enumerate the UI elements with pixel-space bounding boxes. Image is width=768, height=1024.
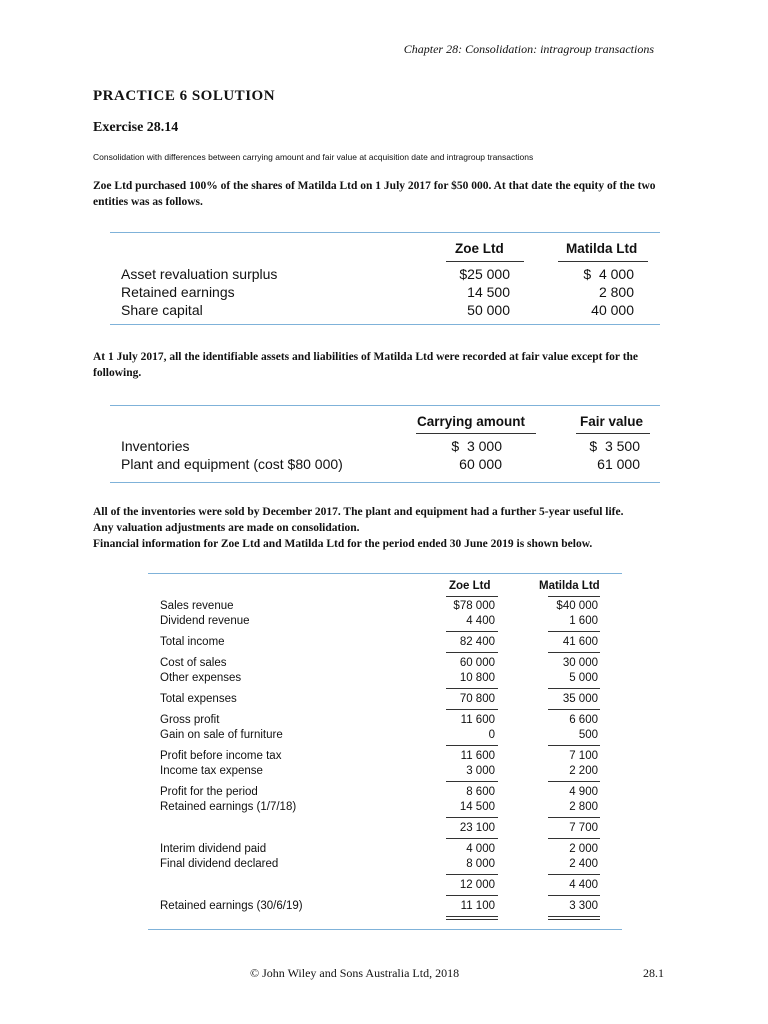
cell-matilda: 2 000 <box>569 843 598 855</box>
sum-rule <box>548 745 600 746</box>
cell-zoe: 11 600 <box>460 714 495 726</box>
cell-matilda: 5 000 <box>569 672 598 684</box>
sum-rule <box>548 652 600 653</box>
cell-zoe: 23 100 <box>459 822 495 834</box>
row-label: Cost of sales <box>160 657 227 669</box>
table-bottom-rule <box>148 929 622 930</box>
col-rule <box>416 433 536 434</box>
fair-value-paragraph: At 1 July 2017, all the identifiable assets and liabilities of Matilda Ltd were recorded at fair value except for the following. <box>93 351 639 379</box>
table-top-rule <box>110 232 660 233</box>
col-rule <box>558 261 648 262</box>
cell-zoe: 0 <box>488 729 495 741</box>
details-line: Any valuation adjustments are made on consolidation. <box>93 522 360 534</box>
cell-zoe: 60 000 <box>459 657 495 669</box>
fair-value-table <box>110 405 660 483</box>
cell-zoe: 12 000 <box>459 879 495 891</box>
sum-rule <box>548 688 600 689</box>
cell-zoe: $78 000 <box>453 600 495 612</box>
row-label: Interim dividend paid <box>160 843 267 855</box>
details-line: Financial information for Zoe Ltd and Matilda Ltd for the period ended 30 June 2019 is shown below. <box>93 538 593 550</box>
row-label: Retained earnings (30/6/19) <box>160 900 303 912</box>
table-top-rule <box>148 573 622 574</box>
sum-rule <box>446 874 498 875</box>
cell-matilda: 35 000 <box>562 693 598 705</box>
financial-table <box>148 573 622 930</box>
sum-rule <box>446 745 498 746</box>
cell-matilda: $40 000 <box>556 600 598 612</box>
col-rule <box>446 596 498 597</box>
row-label: Plant and equipment (cost $80 000) <box>121 456 343 472</box>
cell-zoe: 82 400 <box>459 636 495 648</box>
row-label: Income tax expense <box>160 765 263 777</box>
sum-rule <box>446 781 498 782</box>
row-label: Retained earnings (1/7/18) <box>160 801 297 813</box>
sum-rule <box>446 895 498 896</box>
sum-rule <box>446 688 498 689</box>
cell-matilda: 2 400 <box>569 858 598 870</box>
cell-matilda: 1 600 <box>569 615 598 627</box>
double-rule <box>548 919 600 920</box>
col-header-zoe: Zoe Ltd <box>449 580 491 592</box>
cell-zoe: $25 000 <box>459 266 510 282</box>
cell-fair: $ 3 500 <box>589 438 640 454</box>
row-label: Inventories <box>121 438 190 454</box>
row-label: Retained earnings <box>121 284 235 300</box>
cell-zoe: 11 600 <box>460 750 495 762</box>
col-header-matilda: Matilda Ltd <box>539 580 600 592</box>
details-line: All of the inventories were sold by December 2017. The plant and equipment had a further 5-year useful life. <box>93 506 624 518</box>
row-label: Gross profit <box>160 714 220 726</box>
cell-matilda: 30 000 <box>562 657 598 669</box>
col-header-fair-value: Fair value <box>580 414 644 429</box>
cell-zoe: 14 500 <box>459 801 495 813</box>
row-label: Gain on sale of furniture <box>160 729 283 741</box>
row-label: Share capital <box>121 302 203 318</box>
double-rule <box>548 916 600 917</box>
cell-zoe: 3 000 <box>466 765 495 777</box>
page-number: 28.1 <box>643 966 664 980</box>
cell-matilda: 7 700 <box>569 822 598 834</box>
cell-zoe: 4 400 <box>466 615 495 627</box>
cell-carrying: 60 000 <box>459 456 502 472</box>
cell-matilda: 2 800 <box>569 801 598 813</box>
equity-table <box>110 232 660 326</box>
cell-zoe: 14 500 <box>467 284 510 300</box>
row-label: Total income <box>160 636 225 648</box>
sum-rule <box>548 895 600 896</box>
row-label: Final dividend declared <box>160 858 279 870</box>
cell-matilda: 4 400 <box>569 879 598 891</box>
chapter-header: Chapter 28: Consolidation: intragroup transactions <box>403 42 654 56</box>
cell-fair: 61 000 <box>597 456 640 472</box>
sum-rule <box>446 709 498 710</box>
double-rule <box>446 919 498 920</box>
cell-zoe: 8 600 <box>466 786 495 798</box>
copyright-footer: © John Wiley and Sons Australia Ltd, 2018 <box>250 966 460 980</box>
sum-rule <box>446 652 498 653</box>
col-header-zoe: Zoe Ltd <box>455 241 504 256</box>
cell-matilda: $ 4 000 <box>583 266 634 282</box>
cell-matilda: 41 600 <box>562 636 598 648</box>
cell-matilda: 6 600 <box>569 714 598 726</box>
cell-matilda: 4 900 <box>569 786 598 798</box>
cell-zoe: 8 000 <box>466 858 495 870</box>
cell-zoe: 70 800 <box>459 693 495 705</box>
row-label: Total expenses <box>160 693 237 705</box>
cell-carrying: $ 3 000 <box>451 438 502 454</box>
cell-zoe: 50 000 <box>467 302 510 318</box>
cell-zoe: 10 800 <box>459 672 495 684</box>
cell-matilda: 500 <box>578 729 598 741</box>
page-title: PRACTICE 6 SOLUTION <box>93 88 276 104</box>
col-header-matilda: Matilda Ltd <box>566 241 638 256</box>
cell-matilda: 7 100 <box>569 750 598 762</box>
cell-matilda: 40 000 <box>591 302 634 318</box>
table-bottom-rule <box>110 482 660 483</box>
row-label: Sales revenue <box>160 600 234 612</box>
sum-rule <box>446 631 498 632</box>
col-rule <box>576 433 650 434</box>
intro-paragraph: Zoe Ltd purchased 100% of the shares of Matilda Ltd on 1 July 2017 for $50 000. At that date the equity of the two entities was as follows. <box>93 180 656 208</box>
exercise-title: Exercise 28.14 <box>93 120 179 135</box>
sum-rule <box>548 874 600 875</box>
col-rule <box>446 261 524 262</box>
cell-matilda: 3 300 <box>569 900 598 912</box>
sum-rule <box>446 817 498 818</box>
cell-matilda: 2 800 <box>598 284 634 300</box>
sum-rule <box>548 709 600 710</box>
details-paragraph <box>93 504 693 552</box>
cell-zoe: 4 000 <box>466 843 495 855</box>
col-header-carrying: Carrying amount <box>417 414 526 429</box>
cell-zoe: 11 100 <box>460 900 495 912</box>
row-label: Profit for the period <box>160 786 258 798</box>
sum-rule <box>548 631 600 632</box>
row-label: Other expenses <box>160 672 242 684</box>
row-label: Profit before income tax <box>160 750 282 762</box>
col-rule <box>548 596 600 597</box>
row-label: Dividend revenue <box>160 615 250 627</box>
sum-rule <box>446 838 498 839</box>
sum-rule <box>548 781 600 782</box>
row-label: Asset revaluation surplus <box>121 266 278 282</box>
cell-matilda: 2 200 <box>569 765 598 777</box>
sum-rule <box>548 838 600 839</box>
sum-rule <box>548 817 600 818</box>
table-top-rule <box>110 405 660 406</box>
table-bottom-rule <box>110 324 660 325</box>
exercise-subtitle: Consolidation with differences between carrying amount and fair value at acquisition date and intragroup transactions <box>93 152 534 162</box>
double-rule <box>446 916 498 917</box>
